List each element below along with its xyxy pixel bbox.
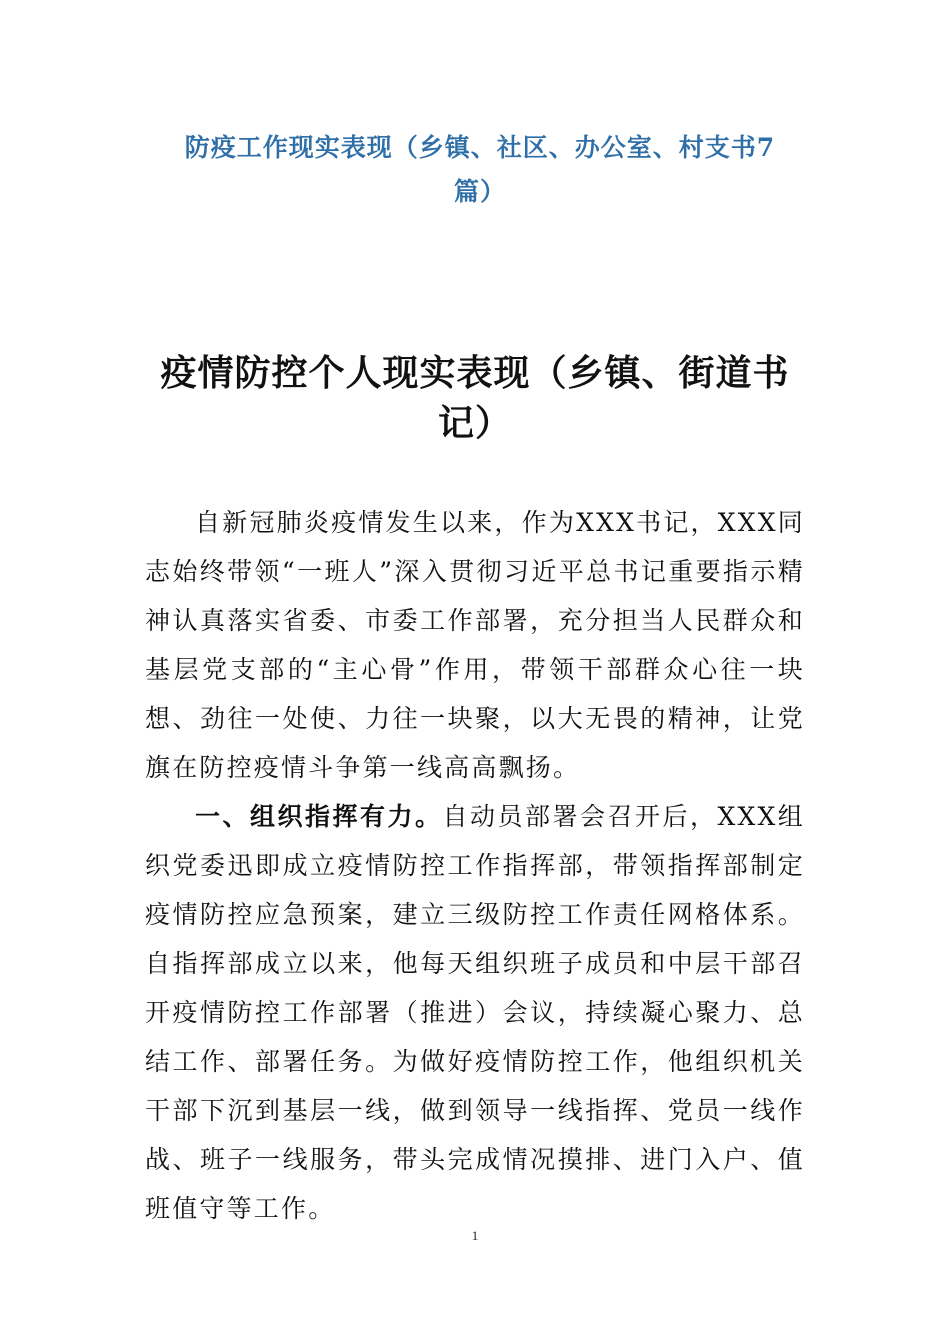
document-title: 防疫工作现实表现（乡镇、社区、办公室、村支书7篇） [184, 133, 776, 206]
paragraph-organization [145, 792, 805, 1233]
paragraph-body: 自动员部署会召开后，XXX组织党委迅即成立疫情防控工作指挥部，带领指挥部制定疫情防控应急预案，建立三级防控工作责任网格体系。自指挥部成立以来，他每天组织班子成员和中层干部召开疫情防控工作部署（推进）会议，持续凝心聚力、总结工作、部署任务。为做好疫情防控工作，他组织机关干部下沉到基层一线，做到领导一线指挥、党员一线作战、班子一线服务，带头完成情况摸排、进门入户、值班值守等工作。 [145, 802, 805, 1223]
paragraph-heading: 一、组织指挥有力。 [195, 802, 443, 831]
section-title: 疫情防控个人现实表现（乡镇、街道书记） [160, 352, 790, 444]
paragraph-intro: 自新冠肺炎疫情发生以来，作为XXX书记，XXX同志始终带领“一班人”深入贯彻习近平总书记重要指示精神认真落实省委、市委工作部署，充分担当人民群众和基层党支部的“主心骨”作用，带领干部群众心往一块想、劲往一处使、力往一块聚，以大无畏的精神，让党旗在防控疫情斗争第一线高高飘扬。 [145, 508, 805, 782]
page-number: 1 [471, 1228, 479, 1243]
document-body [145, 498, 805, 1233]
